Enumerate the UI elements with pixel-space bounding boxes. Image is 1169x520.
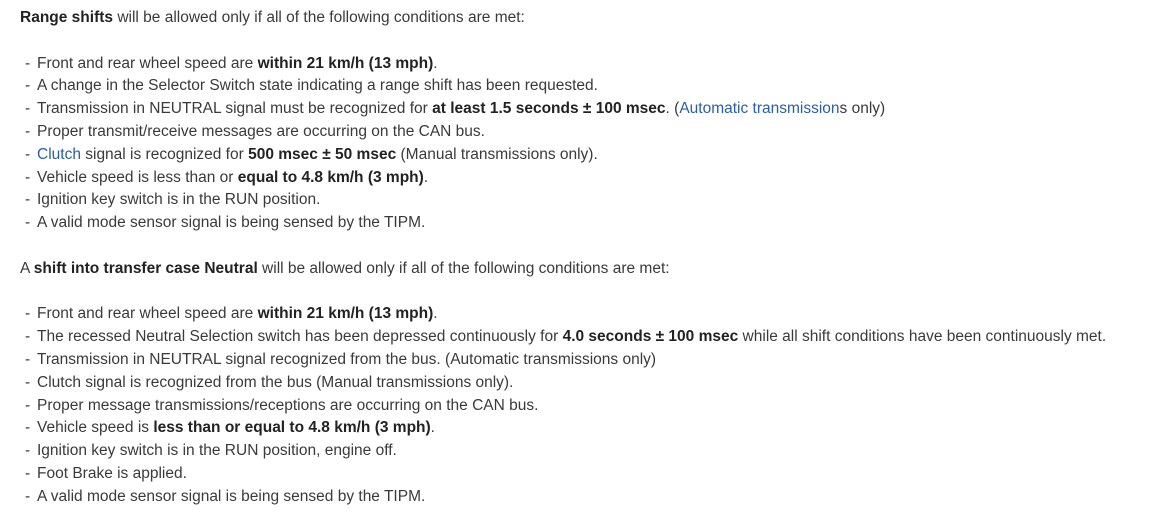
list-dash: -: [25, 305, 31, 323]
item-bold-text: within 21 km/h (13 mph): [257, 54, 434, 72]
item-bold-text: less than or equal to 4.8 km/h (3 mph): [153, 419, 431, 437]
list-dash: -: [25, 442, 31, 460]
list-item: [25, 303, 1165, 326]
intro-text: will be allowed only if all of the following conditions are met:: [257, 259, 670, 277]
list-dash: -: [25, 328, 31, 346]
item-text: .: [433, 54, 438, 72]
item-text: .: [423, 168, 429, 186]
list-dash: -: [25, 191, 31, 209]
list-dash: -: [25, 487, 31, 505]
item-text: Transmission in NEUTRAL signal recognized from the bus. (Automatic transmissions only): [37, 350, 657, 368]
list-item: [25, 349, 1165, 372]
list-dash: -: [25, 419, 31, 437]
list-dash: -: [25, 145, 31, 163]
item-text: A valid mode sensor signal is being sensed by the TIPM.: [37, 487, 426, 505]
list-item: [25, 212, 1165, 235]
item-bold-text: equal to 4.8 km/h (3 mph): [237, 168, 424, 186]
list-item: [25, 189, 1165, 212]
list-dash: -: [25, 396, 31, 414]
item-text: while all shift conditions have been continuously met.: [738, 328, 1107, 346]
list-dash: -: [25, 122, 31, 140]
intro-text: A: [20, 259, 34, 277]
item-text: Clutch signal is recognized from the bus (Manual transmissions only).: [37, 373, 514, 391]
paragraph-spacer: [20, 281, 1165, 304]
item-text: Vehicle speed is: [37, 419, 154, 437]
item-bold-text: 500 msec ± 50 msec: [248, 145, 397, 163]
list-item: [25, 98, 1165, 121]
item-text: A valid mode sensor signal is being sensed by the TIPM.: [37, 214, 426, 232]
item-text: s only): [839, 100, 886, 118]
list-item: [25, 440, 1165, 463]
item-text: Ignition key switch is in the RUN position, engine off.: [37, 442, 397, 460]
automatic-transmission-link[interactable]: Automatic transmission: [679, 100, 840, 118]
list-dash: -: [25, 100, 31, 118]
list-dash: -: [25, 350, 31, 368]
item-bold-text: within 21 km/h (13 mph): [257, 305, 434, 323]
intro-bold-term: shift into transfer case Neutral: [33, 259, 258, 277]
item-text: Transmission in NEUTRAL signal must be recognized for: [37, 100, 433, 118]
item-text: Vehicle speed is less than or: [37, 168, 238, 186]
item-text: signal is recognized for: [80, 145, 249, 163]
item-text: Front and rear wheel speed are: [37, 305, 258, 323]
list-dash: -: [25, 464, 31, 482]
item-text: .: [430, 419, 435, 437]
list-dash: -: [25, 54, 31, 72]
list-item: [25, 417, 1165, 440]
item-text: Front and rear wheel speed are: [37, 54, 258, 72]
item-text: Ignition key switch is in the RUN position.: [37, 191, 321, 209]
list-dash: -: [25, 77, 31, 95]
list-dash: -: [25, 373, 31, 391]
range-shift-conditions-list: [20, 53, 1165, 235]
item-text: .: [433, 305, 438, 323]
list-item: [25, 167, 1165, 190]
list-item: [25, 144, 1165, 167]
neutral-shift-intro: [20, 258, 1165, 281]
item-text: . (: [665, 100, 680, 118]
item-text: A change in the Selector Switch state indicating a range shift has been requested.: [37, 77, 598, 95]
paragraph-spacer: [20, 235, 1165, 258]
clutch-link[interactable]: Clutch: [37, 145, 81, 163]
list-item: [25, 326, 1165, 349]
list-item: [25, 121, 1165, 144]
paragraph-spacer: [20, 30, 1165, 53]
item-text: Proper message transmissions/receptions are occurring on the CAN bus.: [37, 396, 539, 414]
list-dash: -: [25, 168, 31, 186]
list-item: [25, 53, 1165, 76]
list-item: [25, 372, 1165, 395]
item-text: Foot Brake is applied.: [37, 464, 187, 482]
item-text: Proper transmit/receive messages are occurring on the CAN bus.: [37, 122, 485, 140]
item-bold-text: at least 1.5 seconds ± 100 msec: [432, 100, 666, 118]
list-dash: -: [25, 214, 31, 232]
item-text: The recessed Neutral Selection switch has been depressed continuously for: [37, 328, 563, 346]
list-item: [25, 75, 1165, 98]
list-item: [25, 486, 1165, 509]
intro-text: will be allowed only if all of the following conditions are met:: [113, 9, 525, 26]
item-text: (Manual transmissions only).: [396, 145, 598, 163]
list-item: [25, 463, 1165, 486]
item-bold-text: 4.0 seconds ± 100 msec: [562, 328, 739, 346]
intro-bold-term: Range shifts: [20, 9, 114, 26]
neutral-shift-conditions-list: [20, 303, 1165, 508]
range-shifts-intro: [20, 7, 1165, 30]
list-item: [25, 395, 1165, 418]
document-body: [20, 7, 1165, 509]
